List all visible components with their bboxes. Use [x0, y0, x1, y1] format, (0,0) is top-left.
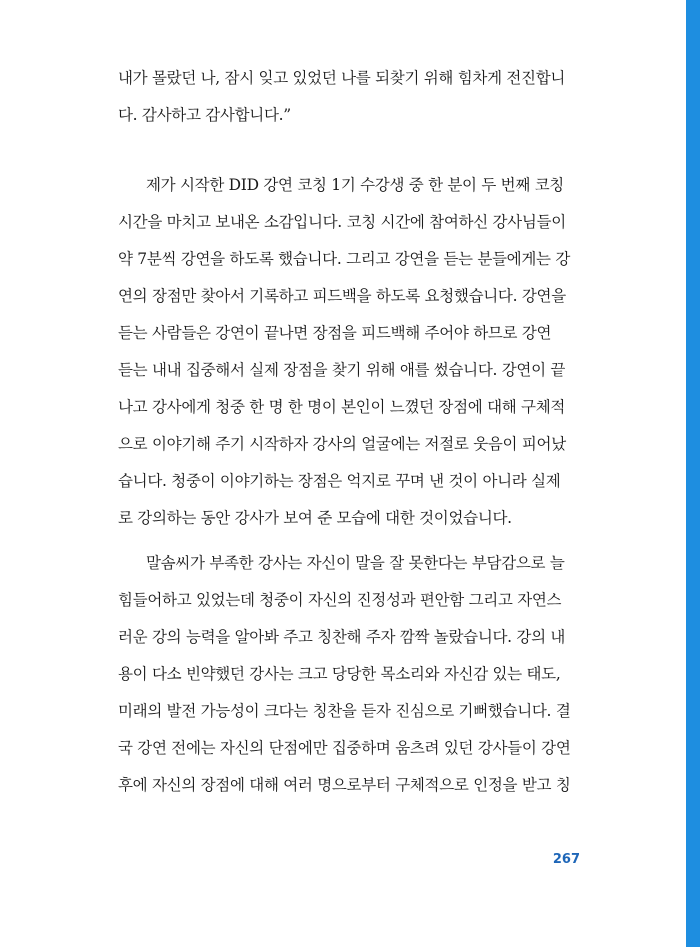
text-line: 연의 장점만 찾아서 기록하고 피드백을 하도록 요청했습니다. 강연을	[118, 287, 566, 305]
text-line: 시간을 마치고 보내온 소감입니다. 코칭 시간에 참여하신 강사님들이	[118, 213, 566, 231]
text-line: 로 강의하는 동안 강사가 보여 준 모습에 대한 것이었습니다.	[118, 509, 512, 527]
paragraph-quote-ending	[118, 60, 578, 134]
page-edge-tab	[686, 0, 700, 947]
paragraph-coaching-review	[118, 167, 578, 537]
text-line: 미래의 발전 가능성이 크다는 칭찬을 듣자 진심으로 기뻐했습니다. 결	[118, 702, 571, 720]
text-line: 말솜씨가 부족한 강사는 자신이 말을 잘 못한다는 부담감으로 늘	[146, 554, 565, 572]
text-line: 다. 감사하고 감사합니다.”	[118, 106, 291, 124]
text-line: 제가 시작한 DID 강연 코칭 1기 수강생 중 한 분이 두 번째 코칭	[146, 176, 564, 194]
text-line: 약 7분씩 강연을 하도록 했습니다. 그리고 강연을 듣는 분들에게는 강	[118, 250, 571, 268]
text-line: 습니다. 청중이 이야기하는 장점은 억지로 꾸며 낸 것이 아니라 실제	[118, 472, 561, 490]
text-line: 듣는 사람들은 강연이 끝나면 장점을 피드백해 주어야 하므로 강연	[118, 324, 552, 342]
text-line: 듣는 내내 집중해서 실제 장점을 찾기 위해 애를 썼습니다. 강연이 끝	[118, 361, 566, 379]
text-line: 용이 다소 빈약했던 강사는 크고 당당한 목소리와 자신감 있는 태도,	[118, 665, 561, 683]
text-line: 나고 강사에게 청중 한 명 한 명이 본인이 느꼈던 장점에 대해 구체적	[118, 398, 566, 416]
text-line: 힘들어하고 있었는데 청중이 자신의 진정성과 편안함 그리고 자연스	[118, 591, 562, 609]
page-number: 267	[552, 852, 580, 867]
paragraph-speaker-strengths	[118, 545, 578, 804]
text-line: 으로 이야기해 주기 시작하자 강사의 얼굴에는 저절로 웃음이 피어났	[118, 435, 566, 453]
text-line: 러운 강의 능력을 알아봐 주고 칭찬해 주자 깜짝 놀랐습니다. 강의 내	[118, 628, 566, 646]
text-line: 내가 몰랐던 나, 잠시 잊고 있었던 나를 되찾기 위해 힘차게 전진합니	[118, 69, 566, 87]
text-line: 후에 자신의 장점에 대해 여러 명으로부터 구체적으로 인정을 받고 칭	[118, 776, 571, 794]
text-line: 국 강연 전에는 자신의 단점에만 집중하며 움츠려 있던 강사들이 강연	[118, 739, 571, 757]
